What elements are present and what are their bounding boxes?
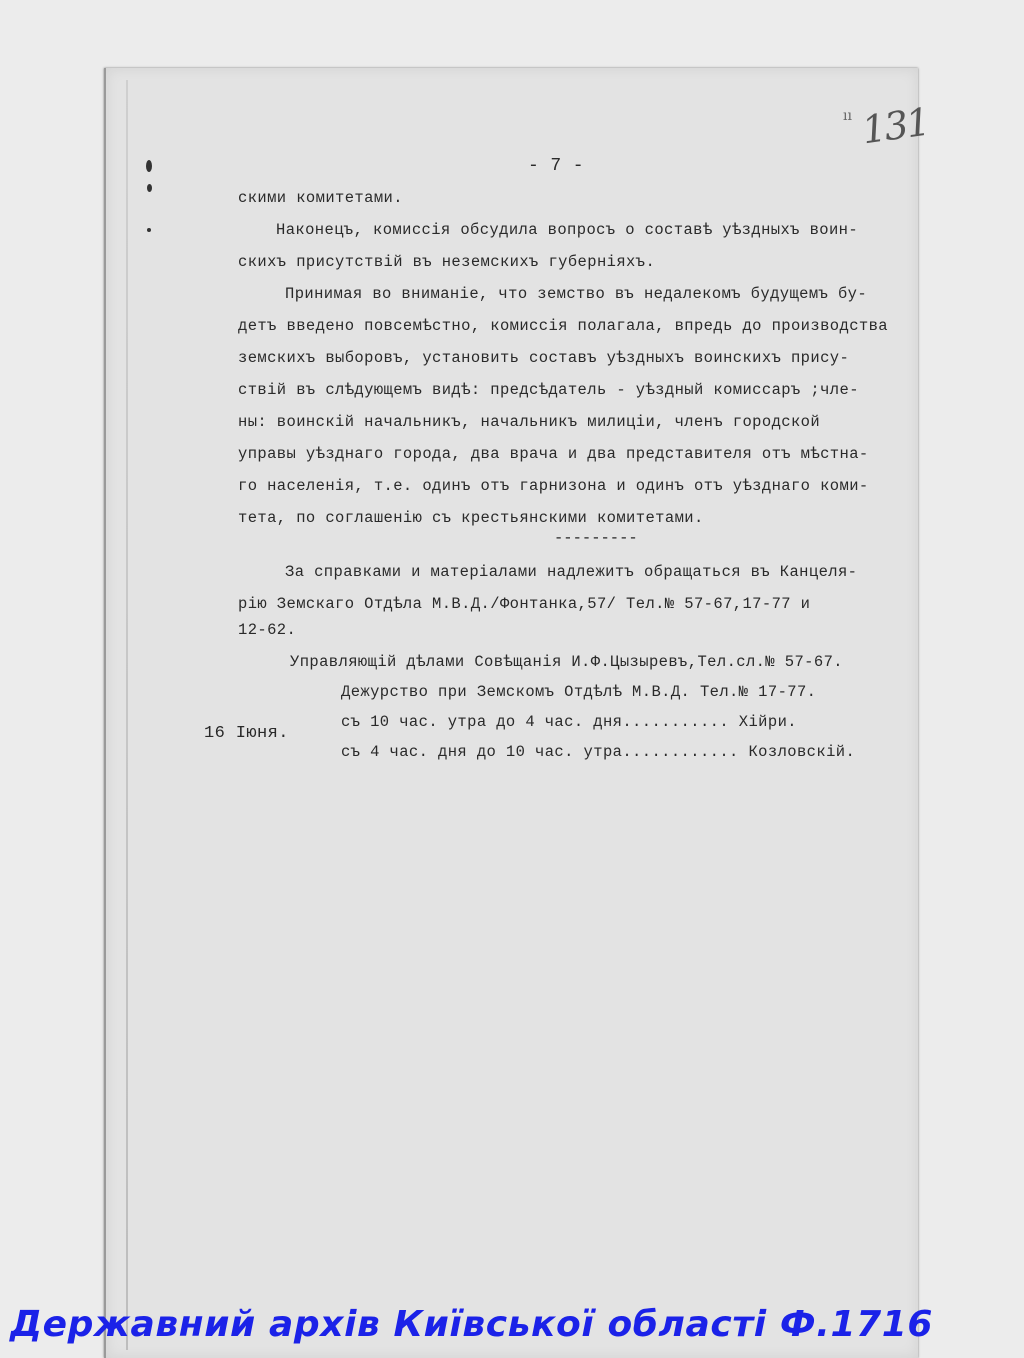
body-line: ствій въ слѣдующемъ видѣ: предсѣдатель - уѣздный комиссаръ ;чле- (238, 381, 859, 399)
binding-hole (147, 184, 152, 192)
body-line: детъ введено повсемѣстно, комиссія полагала, впредь до производства (238, 317, 889, 335)
duty-shift-line: съ 10 час. утра до 4 час. дня........... Хійри. (341, 713, 797, 731)
archive-page-number: 131 (859, 99, 932, 153)
contact-line: 12-62. (238, 621, 297, 639)
document-date: 16 Іюня. (204, 724, 289, 743)
body-line: Принимая во вниманіе, что земство въ недалекомъ будущемъ бу- (285, 285, 868, 303)
body-line: ны: воинскій начальникъ, начальникъ милиціи, членъ городской (238, 413, 821, 431)
page-fold-shadow (126, 80, 128, 1350)
paper-speck (147, 228, 151, 232)
archive-watermark: Державний архів Київської області Ф.1716 (10, 1304, 934, 1345)
duty-shift-line: съ 4 час. дня до 10 час. утра............ Козловскій. (341, 743, 856, 761)
binding-hole (146, 160, 152, 172)
page-number: - 7 - (528, 156, 585, 176)
body-line: го населенія, т.е. одинъ отъ гарнизона и одинъ отъ уѣзднаго коми- (238, 477, 869, 495)
body-line: земскихъ выборовъ, установить составъ уѣздныхъ воинскихъ прису- (238, 349, 850, 367)
body-line: скихъ присутствій въ неземскихъ губерніяхъ. (238, 253, 656, 271)
body-line: скими комитетами. (238, 189, 403, 207)
body-line: управы уѣзднаго города, два врача и два представителя отъ мѣстна- (238, 445, 869, 463)
contact-line: рію Земскаго Отдѣла М.В.Д./Фонтанка,57/ Тел.№ 57-67,17-77 и (238, 595, 811, 613)
duty-line: Дежурство при Земскомъ Отдѣлѣ М.В.Д. Тел.№ 17-77. (341, 683, 817, 701)
manager-line: Управляющій дѣлами Совѣщанія И.Ф.Цызыревъ,Тел.сл.№ 57-67. (290, 653, 843, 671)
body-line: Наконецъ, комиссія обсудила вопросъ о составѣ уѣздныхъ воин- (276, 221, 859, 239)
archive-tick-mark: ıı (843, 108, 852, 124)
body-line: тета, по соглашенію съ крестьянскими комитетами. (238, 509, 704, 527)
contact-line: За справками и матеріалами надлежитъ обращаться въ Канцеля- (285, 563, 858, 581)
separator-line: --------- (554, 529, 638, 547)
